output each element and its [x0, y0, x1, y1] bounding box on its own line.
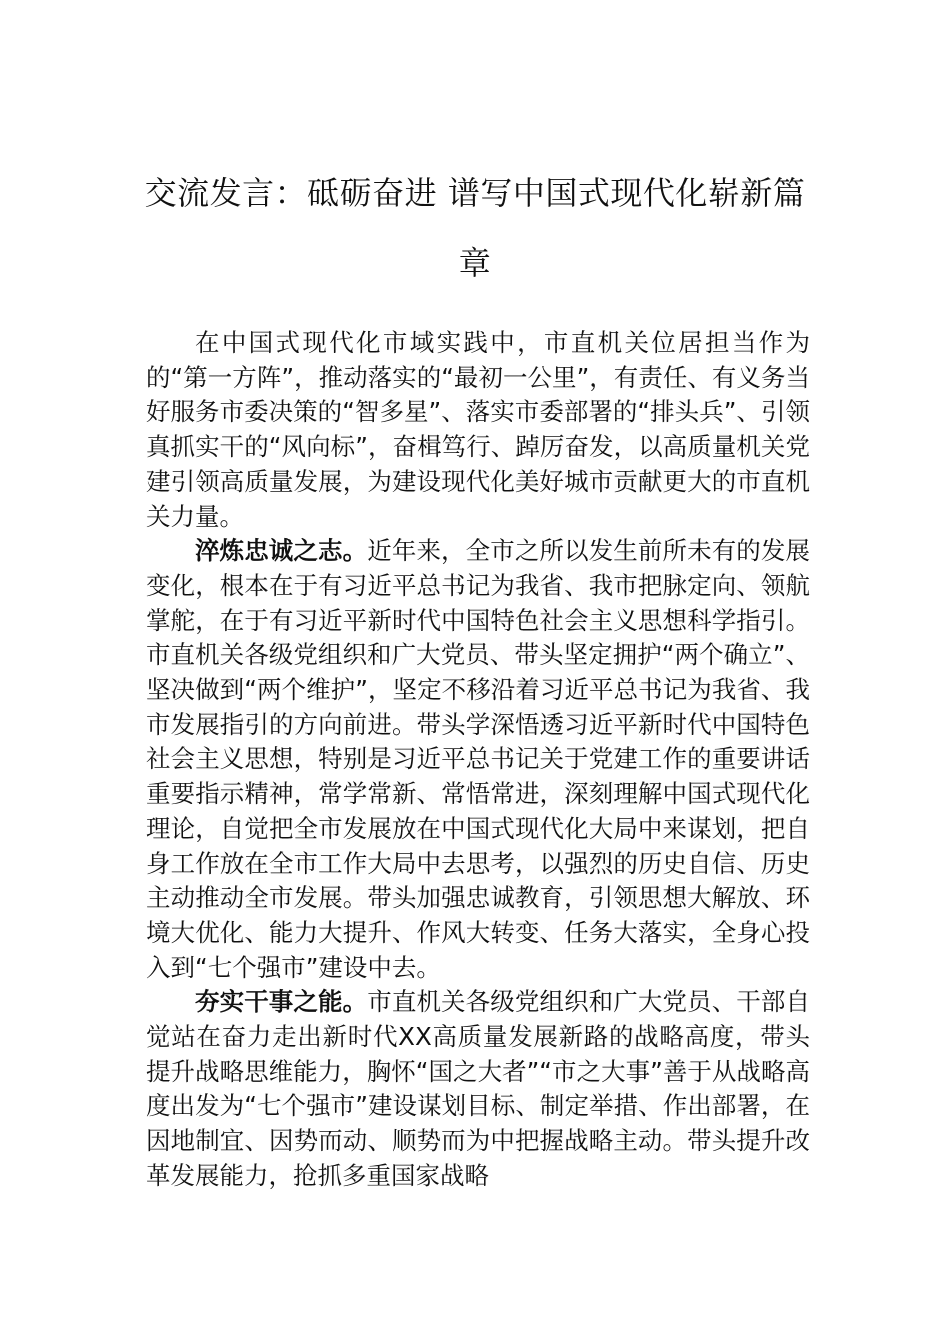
paragraph-lead-heading: 淬炼忠诚之志。 — [195, 536, 368, 566]
paragraph-loyalty — [146, 534, 810, 985]
paragraph-text: 在中国式现代化市域实践中，市直机关位居担当作为的“第一方阵”，推动落实的“最初一公里”，有责任、有义务当好服务市委决策的“智多星”、落实市委部署的“排头兵”、引领真抓实干的“风向标”，奋楫笃行、踔厉奋发，以高质量机关党建引领高质量发展，为建设现代化美好城市贡献更大的市直机关力量。 — [146, 328, 810, 531]
paragraph-lead-heading: 夯实干事之能。 — [195, 987, 368, 1017]
paragraph-intro — [146, 326, 810, 534]
document-title: 交流发言：砥砺奋进 谱写中国式现代化崭新篇章 — [144, 174, 806, 282]
paragraph-text: 近年来，全市之所以发生前所未有的发展变化，根本在于有习近平总书记为我省、我市把脉定向、领航掌舵，在于有习近平新时代中国特色社会主义思想科学指引。市直机关各级党组织和广大党员、带头坚定拥护“两个确立”、坚决做到“两个维护”，坚定不移沿着习近平总书记为我省、我市发展指引的方向前进。带头学深悟透习近平新时代中国特色社会主义思想，特别是习近平总书记关于党建工作的重要讲话重要指示精神，常学常新、常悟常进，深刻理解中国式现代化理论，自觉把全市发展放在中国式现代化大局中来谋划，把自身工作放在全市工作大局中去思考，以强烈的历史自信、历史主动推动全市发展。带头加强忠诚教育，引领思想大解放、环境大优化、能力大提升、作风大转变、任务大落实，全身心投入到“七个强市”建设中去。 — [146, 536, 811, 982]
paragraph-text: 市直机关各级党组织和广大党员、干部自觉站在奋力走出新时代XX高质量发展新路的战略高度，带头提升战略思维能力，胸怀“国之大者”“市之大事”善于从战略高度出发为“七个强市”建设谋划目标、制定举措、作出部署，在因地制宜、因势而动、顺势而为中把握战略主动。带头提升改革发展能力，抢抓多重国家战略 — [146, 987, 811, 1190]
paragraph-capability — [146, 985, 810, 1193]
document-body — [146, 326, 810, 1194]
